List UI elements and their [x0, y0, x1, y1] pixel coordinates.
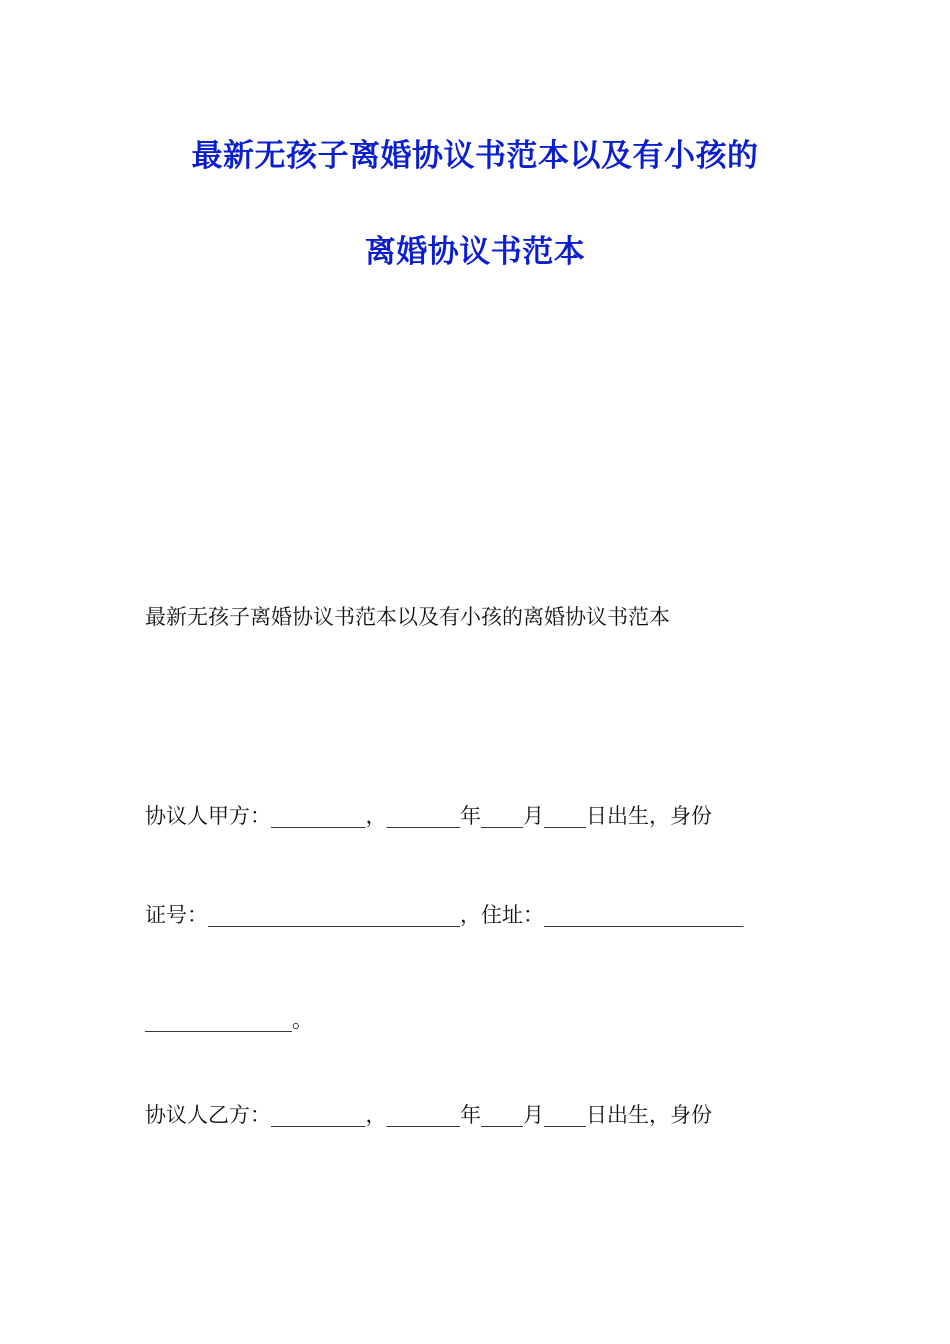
party-a-line-3: ______________。 [145, 1008, 313, 1032]
party-a-line-2: 证号：________________________，住址：___________________ [145, 903, 744, 927]
document-title-line-2: 离婚协议书范本 [364, 234, 586, 270]
document-title-line-1: 最新无孩子离婚协议书范本以及有小孩的 [191, 138, 759, 174]
party-a-line-1: 协议人甲方：_________，_______年____月____日出生，身份 [145, 804, 712, 828]
document-subtitle: 最新无孩子离婚协议书范本以及有小孩的离婚协议书范本 [145, 605, 670, 629]
party-b-line-1: 协议人乙方：_________，_______年____月____日出生，身份 [145, 1103, 712, 1127]
